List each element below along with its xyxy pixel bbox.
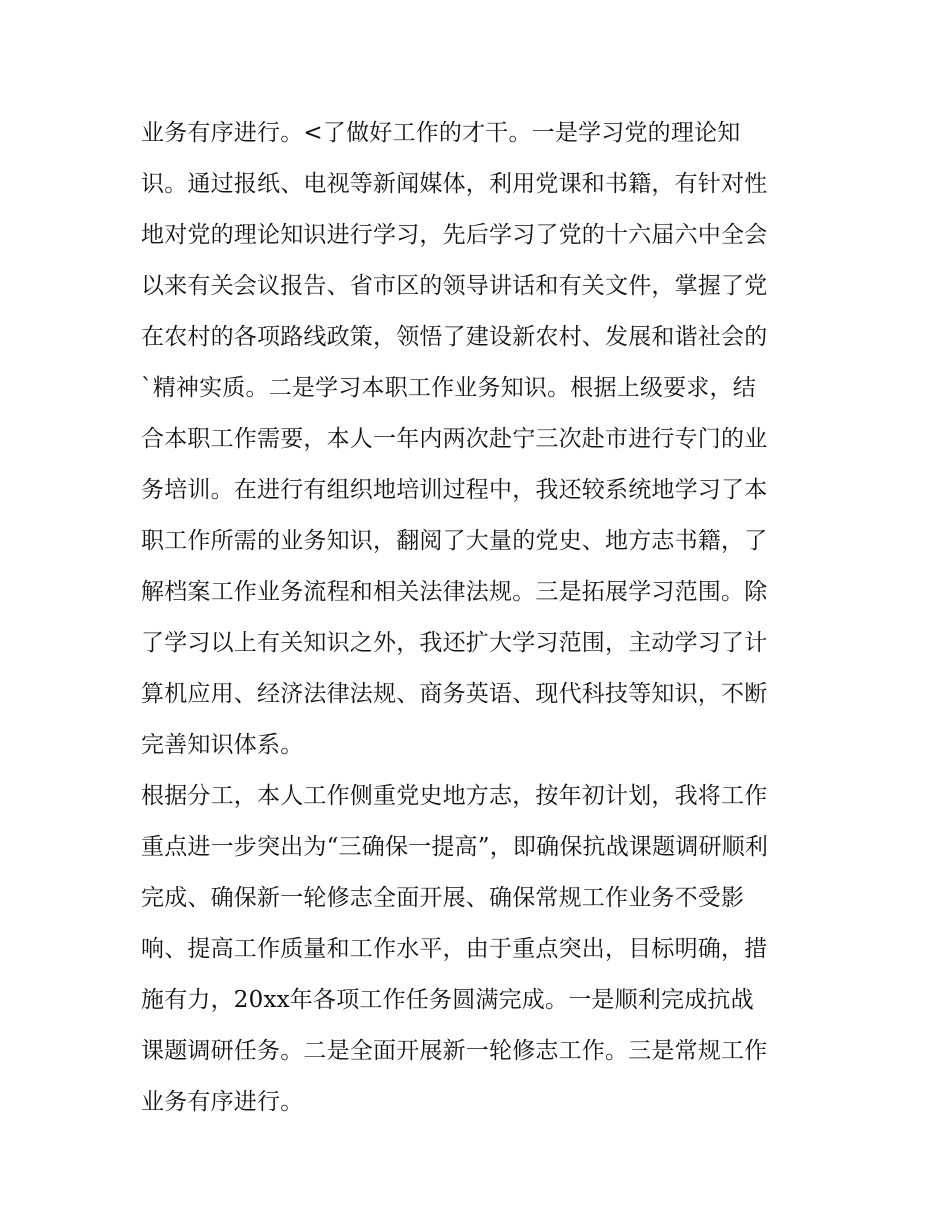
text-line: 响、提高工作质量和工作水平，由于重点突出，目标明确，措 bbox=[141, 936, 768, 962]
text-line: 业务有序进行。<了做好工作的才干。一是学习党的理论知 bbox=[141, 120, 741, 146]
text-line: 了学习以上有关知识之外，我还扩大学习范围，主动学习了计 bbox=[141, 630, 768, 656]
text-line: 以来有关会议报告、省市区的领导讲话和有关文件，掌握了党 bbox=[141, 273, 768, 299]
text-line: 业务有序进行。 bbox=[141, 1089, 304, 1115]
text-line: 务培训。在进行有组织地培训过程中，我还较系统地学习了本 bbox=[141, 477, 768, 503]
text-line: 施有力，20xx年各项工作任务圆满完成。一是顺利完成抗战 bbox=[141, 987, 754, 1013]
text-line: 算机应用、经济法律法规、商务英语、现代科技等知识，不断 bbox=[141, 681, 768, 707]
text-line: 完善知识体系。 bbox=[141, 732, 304, 758]
document-body bbox=[141, 108, 821, 1128]
text-line: 在农村的各项路线政策，领悟了建设新农村、发展和谐社会的 bbox=[141, 324, 768, 350]
text-line: 完成、确保新一轮修志全面开展、确保常规工作业务不受影 bbox=[141, 885, 745, 911]
text-line: 合本职工作需要，本人一年内两次赴宁三次赴市进行专门的业 bbox=[141, 426, 768, 452]
text-line: 课题调研任务。二是全面开展新一轮修志工作。三是常规工作 bbox=[141, 1038, 768, 1064]
text-line: 重点进一步突出为“三确保一提高”，即确保抗战课题调研顺利 bbox=[141, 834, 769, 860]
text-line: 职工作所需的业务知识，翻阅了大量的党史、地方志书籍，了 bbox=[141, 528, 768, 554]
text-line: 解档案工作业务流程和相关法律法规。三是拓展学习范围。除 bbox=[141, 579, 768, 605]
text-line: `精神实质。二是学习本职工作业务知识。根据上级要求，结 bbox=[141, 375, 756, 401]
text-line: 地对党的理论知识进行学习，先后学习了党的十六届六中全会 bbox=[141, 222, 768, 248]
text-line: 识。通过报纸、电视等新闻媒体，利用党课和书籍，有针对性 bbox=[141, 171, 768, 197]
text-line: 根据分工，本人工作侧重党史地方志，按年初计划，我将工作 bbox=[141, 783, 768, 809]
